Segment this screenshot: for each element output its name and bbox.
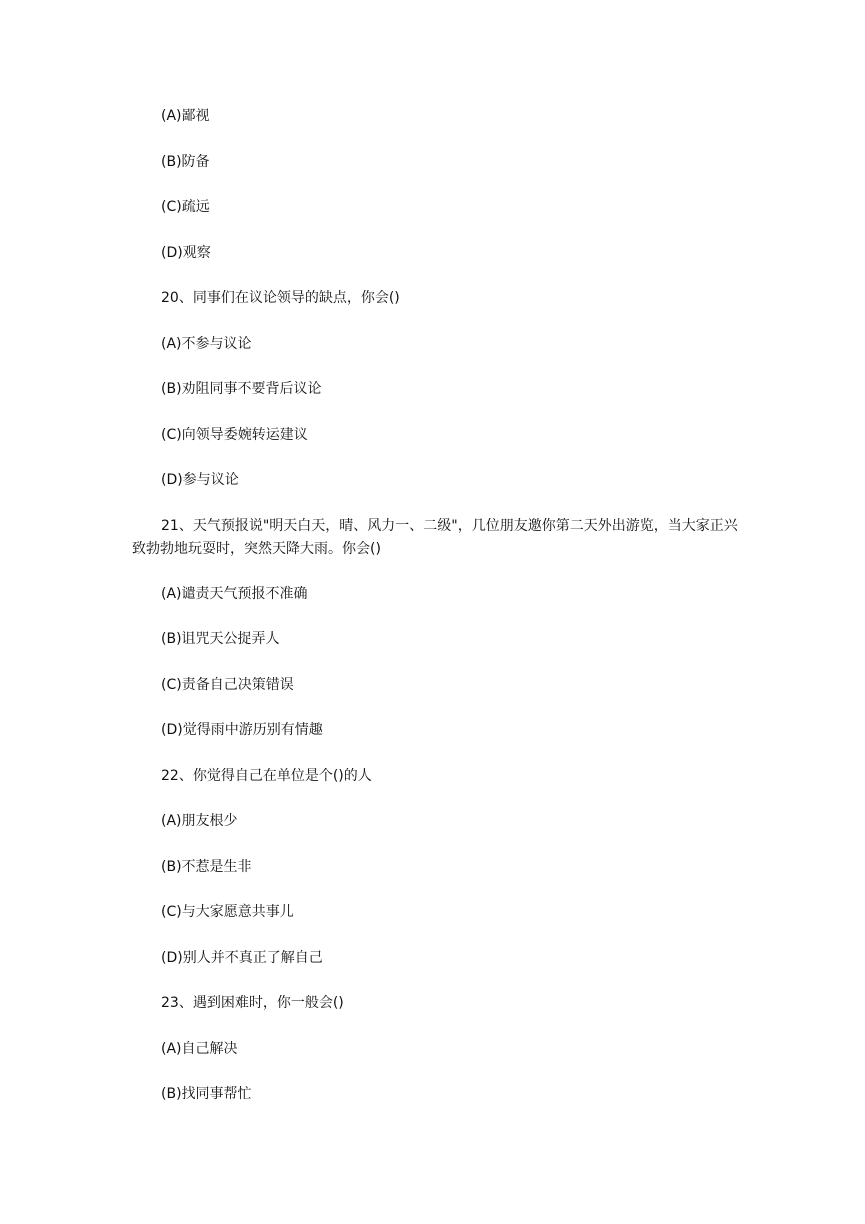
- option-d-text: (D)参与议论: [161, 472, 239, 488]
- option-b-text: (B)不惹是生非: [161, 859, 252, 875]
- option-d-text: (D)别人并不真正了解自己: [161, 950, 323, 966]
- option-c-text: (C)疏远: [161, 199, 210, 215]
- question-20: 20、同事们在议论领导的缺点，你会(): [161, 290, 400, 306]
- option-c-text: (C)责备自己决策错误: [161, 677, 294, 693]
- option-d-text: (D)观察: [161, 245, 211, 261]
- option-a-text: (A)自己解决: [161, 1041, 238, 1057]
- option-b-text: (B)劝阻同事不要背后议论: [161, 381, 322, 397]
- option-a-text: (A)不参与议论: [161, 336, 252, 352]
- option-c-text: (C)向领导委婉转运建议: [161, 427, 308, 443]
- question-21: 21、天气预报说"明天白天，晴、风力一、二级"，几位朋友邀你第二天外出游览，当大家正兴致勃勃地玩耍时，突然天降大雨。你会(): [132, 518, 738, 557]
- option-b-text: (B)防备: [161, 154, 210, 170]
- option-a-text: (A)鄙视: [161, 108, 210, 124]
- option-a-text: (A)谴责天气预报不准确: [161, 586, 308, 602]
- option-b-text: (B)找同事帮忙: [161, 1086, 252, 1102]
- option-a-text: (A)朋友根少: [161, 813, 238, 829]
- option-c-text: (C)与大家愿意共事儿: [161, 904, 294, 920]
- question-22: 22、你觉得自己在单位是个()的人: [161, 768, 372, 784]
- option-b-text: (B)诅咒天公捉弄人: [161, 631, 280, 647]
- option-d-text: (D)觉得雨中游历别有情趣: [161, 722, 323, 738]
- question-23: 23、遇到困难时，你一般会(): [161, 995, 344, 1011]
